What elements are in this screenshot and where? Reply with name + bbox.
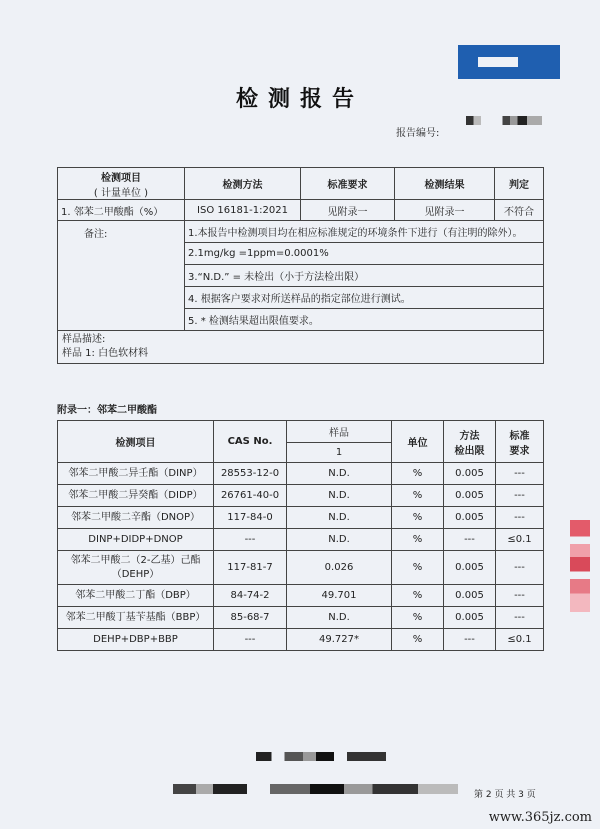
remark-item: 3.“N.D.” = 未检出（小于方法检出限） <box>185 265 544 287</box>
cell-unit: % <box>392 463 444 485</box>
header-requirement: 标准 要求 <box>496 421 544 463</box>
cell-mdl: 0.005 <box>444 463 496 485</box>
table-row <box>58 629 544 651</box>
cell-item: 邻苯二甲酸二辛酯（DNOP） <box>58 507 214 529</box>
cell-result: 49.727* <box>287 629 392 651</box>
cell-mdl: 0.005 <box>444 485 496 507</box>
cell-unit: % <box>392 607 444 629</box>
cell-mdl: --- <box>444 629 496 651</box>
cell-cas: 117-84-0 <box>214 507 287 529</box>
table-row <box>58 585 544 607</box>
cell-req: --- <box>496 463 544 485</box>
page-title: 检测报告 <box>235 87 364 112</box>
cell-item: 邻苯二甲酸二（2-乙基）己酯（DEHP） <box>58 551 214 585</box>
cell-cas: 117-81-7 <box>214 551 287 585</box>
cell-item: 邻苯二甲酸二丁酯（DBP） <box>58 585 214 607</box>
cell-mdl: 0.005 <box>444 585 496 607</box>
cell-req: ≤0.1 <box>496 529 544 551</box>
remark-item: 2.1mg/kg =1ppm=0.0001% <box>185 243 544 265</box>
cell-result: 49.701 <box>287 585 392 607</box>
cell-mdl: 0.005 <box>444 551 496 585</box>
cell-req: --- <box>496 585 544 607</box>
row-method: ISO 16181-1:2021 <box>185 200 301 221</box>
remark-item: 5. * 检测结果超出限值要求。 <box>185 309 544 331</box>
table-row <box>58 507 544 529</box>
phthalate-results-table <box>57 420 544 651</box>
row-judgement: 不符合 <box>495 200 544 221</box>
appendix-title: 附录一：邻苯二甲酸酯 <box>57 405 157 416</box>
header-sample: 样品 <box>287 421 392 443</box>
header-result: 检测结果 <box>395 168 495 200</box>
table-row <box>58 463 544 485</box>
header-test-item: 检测项目 <box>58 421 214 463</box>
sample-description-text: 样品 1: 白色软材料 <box>62 348 149 359</box>
redacted-footer-line-2 <box>173 784 458 794</box>
redacted-report-number <box>466 116 542 125</box>
cell-cas: 84-74-2 <box>214 585 287 607</box>
header-method: 检测方法 <box>185 168 301 200</box>
row-requirement: 见附录一 <box>301 200 395 221</box>
header-sample-number: 1 <box>287 443 392 463</box>
cell-cas: 26761-40-0 <box>214 485 287 507</box>
redacted-logo-gap <box>478 57 518 67</box>
cell-mdl: 0.005 <box>444 607 496 629</box>
header-mdl: 方法 检出限 <box>444 421 496 463</box>
cell-unit: % <box>392 585 444 607</box>
cell-req: --- <box>496 507 544 529</box>
cell-item: 邻苯二甲酸二异癸酯（DIDP） <box>58 485 214 507</box>
cell-item: 邻苯二甲酸丁基苄基酯（BBP） <box>58 607 214 629</box>
cell-unit: % <box>392 551 444 585</box>
header-cas: CAS No. <box>214 421 287 463</box>
table-row <box>58 529 544 551</box>
cell-item: DEHP+DBP+BBP <box>58 629 214 651</box>
cell-cas: 28553-12-0 <box>214 463 287 485</box>
cell-item: 邻苯二甲酸二异壬酯（DINP） <box>58 463 214 485</box>
cell-unit: % <box>392 529 444 551</box>
remark-item: 1.本报告中检测项目均在相应标准规定的环境条件下进行（有注明的除外）。 <box>185 221 544 243</box>
cell-mdl: --- <box>444 529 496 551</box>
header-item: 检测项目 ( 计量单位 ) <box>58 168 185 200</box>
sample-description <box>58 331 544 364</box>
header-requirement: 标准要求 <box>301 168 395 200</box>
table-row <box>58 607 544 629</box>
redacted-side-mark <box>570 520 590 612</box>
table-row <box>58 485 544 507</box>
cell-result: N.D. <box>287 607 392 629</box>
row-result: 见附录一 <box>395 200 495 221</box>
redacted-footer-line-1 <box>256 752 386 761</box>
row-item: 1. 邻苯二甲酸酯（%） <box>58 200 185 221</box>
page-number: 第 2 页 共 3 页 <box>474 790 536 800</box>
cell-req: --- <box>496 607 544 629</box>
header-unit: 单位 <box>392 421 444 463</box>
cell-unit: % <box>392 507 444 529</box>
cell-req: --- <box>496 485 544 507</box>
header-judgement: 判定 <box>495 168 544 200</box>
table-row <box>58 551 544 585</box>
cell-result: 0.026 <box>287 551 392 585</box>
cell-result: N.D. <box>287 463 392 485</box>
header-item-unit: ( 计量单位 ) <box>93 187 149 199</box>
report-number-label: 报告编号: <box>396 128 440 139</box>
table-row <box>58 200 544 221</box>
remarks-label: 备注: <box>58 221 185 331</box>
cell-result: N.D. <box>287 507 392 529</box>
cell-mdl: 0.005 <box>444 507 496 529</box>
cell-result: N.D. <box>287 529 392 551</box>
remark-item: 4. 根据客户要求对所送样品的指定部位进行测试。 <box>185 287 544 309</box>
cell-item: DINP+DIDP+DNOP <box>58 529 214 551</box>
cell-cas: --- <box>214 629 287 651</box>
cell-cas: --- <box>214 529 287 551</box>
cell-unit: % <box>392 629 444 651</box>
cell-unit: % <box>392 485 444 507</box>
cell-result: N.D. <box>287 485 392 507</box>
cell-req: --- <box>496 551 544 585</box>
sample-description-label: 样品描述: <box>62 334 106 345</box>
cell-req: ≤0.1 <box>496 629 544 651</box>
cell-cas: 85-68-7 <box>214 607 287 629</box>
test-summary-table <box>57 167 544 364</box>
site-watermark: www.365jz.com <box>488 810 592 825</box>
